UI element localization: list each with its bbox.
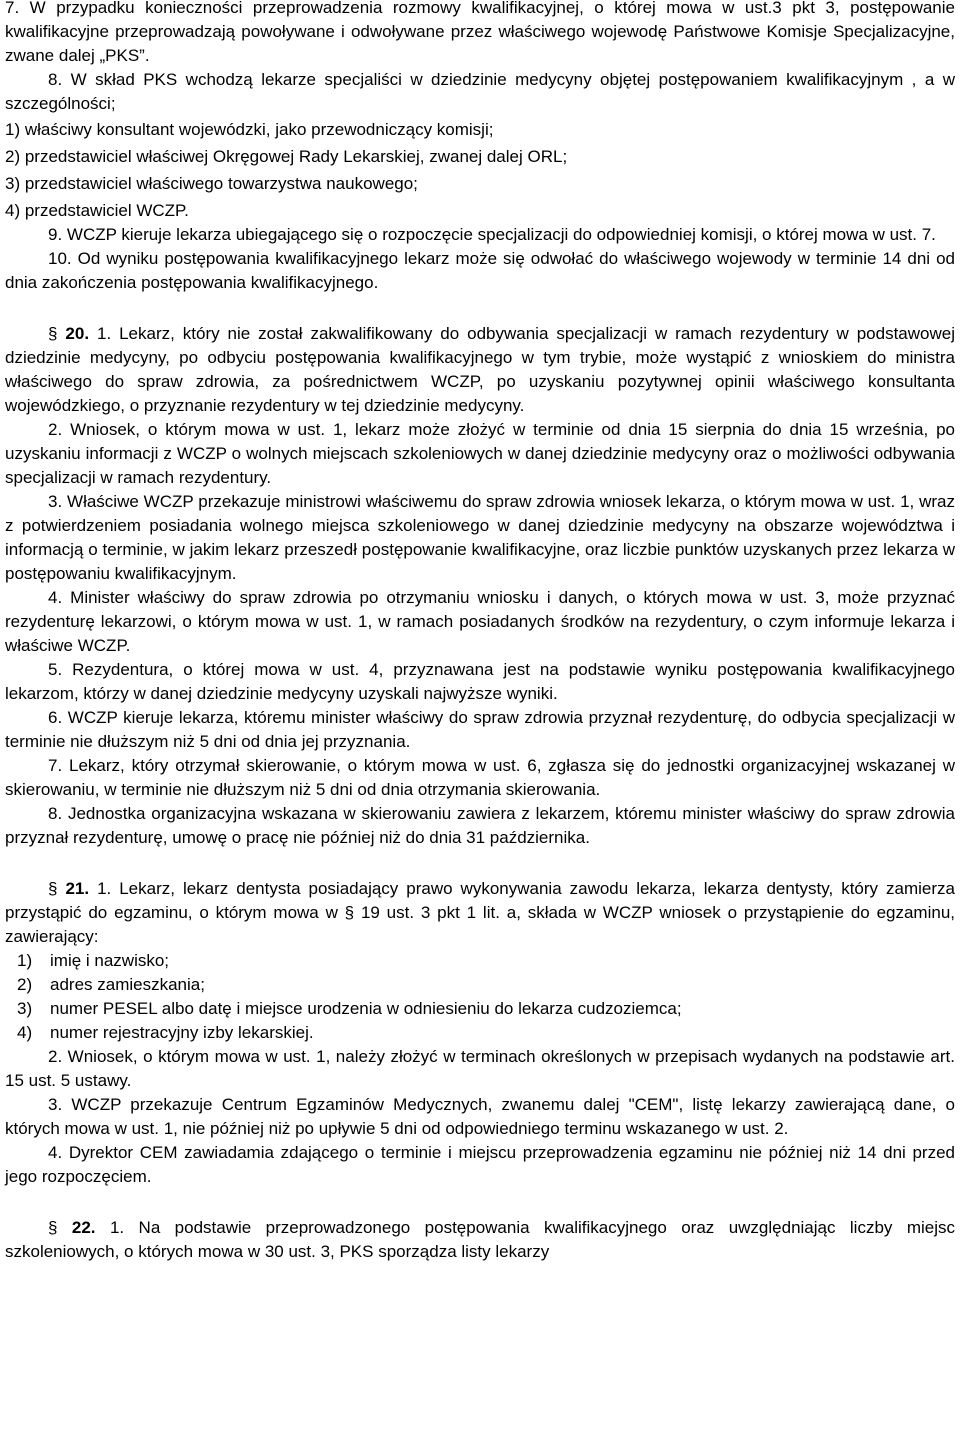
paragraph-10: 10. Od wyniku postępowania kwalifikacyjnego lekarz może się odwołać do właściwego wojewody w terminie 14 dni od dnia zakończenia postępowania kwalifikacyjnego.	[5, 249, 955, 292]
section-21-number: 21.	[65, 879, 90, 898]
section-21-paragraph-3: 3. WCZP przekazuje Centrum Egzaminów Medycznych, zwanemu dalej "CEM", listę lekarzy zawierającą dane, o których mowa w ust. 1, nie później niż po upływie 5 dni od odpowiedniego terminu wskazanego w ust. 2.	[5, 1095, 955, 1138]
list-item: 4) numer rejestracyjny izby lekarskiej.	[17, 1023, 314, 1042]
section-22-paragraph-1	[5, 1216, 955, 1264]
list-item: 1) imię i nazwisko;	[17, 951, 170, 970]
section-sign: §	[48, 879, 58, 898]
section-20-text: 1. Lekarz, który nie został zakwalifikowany do odbywania specjalizacji w ramach rezydentury w podstawowej dziedzinie medycyny, po odbyciu postępowania kwalifikacyjnego w tym trybie, może wystąpić z wnioskiem do ministra właściwego do spraw zdrowia, za pośrednictwem WCZP, po uzyskaniu pozytywnej opinii właściwego konsultanta wojewódzkiego, o przyznanie rezydentury w tej dziedzinie medycyny.	[5, 324, 955, 415]
section-21-paragraph-4: 4. Dyrektor CEM zawiadamia zdającego o terminie i miejscu przeprowadzenia egzaminu nie później niż 14 dni przed jego rozpoczęciem.	[5, 1143, 955, 1186]
section-20-paragraph-7: 7. Lekarz, który otrzymał skierowanie, o którym mowa w ust. 6, zgłasza się do jednostki organizacyjnej wskazanej w skierowaniu, w terminie nie dłuższym niż 5 dni od dnia otrzymania skierowania.	[5, 756, 955, 799]
list-item: 4) przedstawiciel WCZP.	[5, 201, 189, 220]
section-20-number: 20.	[65, 324, 90, 343]
section-20-paragraph-2: 2. Wniosek, o którym mowa w ust. 1, lekarz może złożyć w terminie od dnia 15 sierpnia do dnia 15 września, po uzyskaniu informacji z WCZP o wolnych miejscach szkoleniowych w danej dziedzinie medycyny oraz o możliwości odbywania specjalizacji w ramach rezydentury.	[5, 420, 955, 487]
paragraph-7: 7. W przypadku konieczności przeprowadzenia rozmowy kwalifikacyjnej, o której mowa w ust.3 pkt 3, postępowanie kwalifikacyjne przeprowadzają powoływane i odwoływane przez właściwego wojewodę Państwowe Komisje Specjalizacyjne, zwane dalej „PKS”.	[5, 0, 955, 65]
section-sign: §	[48, 1218, 58, 1237]
paragraph-8-list	[5, 118, 955, 223]
section-20-paragraph-1	[5, 322, 955, 418]
section-21-paragraph-2: 2. Wniosek, o którym mowa w ust. 1, należy złożyć w terminach określonych w przepisach wydanych na podstawie art. 15 ust. 5 ustawy.	[5, 1047, 955, 1090]
section-21-list	[5, 949, 955, 1045]
list-item: 1) właściwy konsultant wojewódzki, jako przewodniczący komisji;	[5, 120, 494, 139]
list-item: 2) adres zamieszkania;	[17, 975, 205, 994]
section-20-paragraph-8: 8. Jednostka organizacyjna wskazana w skierowaniu zawiera z lekarzem, któremu minister właściwy do spraw zdrowia przyznał rezydenturę, umowę o pracę nie później niż do dnia 31 października.	[5, 804, 955, 847]
paragraph-8: 8. W skład PKS wchodzą lekarze specjaliści w dziedzinie medycyny objętej postępowaniem kwalifikacyjnym , a w szczególności;	[5, 70, 955, 113]
list-item: 3) numer PESEL albo datę i miejsce urodzenia w odniesieniu do lekarza cudzoziemca;	[17, 999, 682, 1018]
section-20-paragraph-5: 5. Rezydentura, o której mowa w ust. 4, przyznawana jest na podstawie wyniku postępowania kwalifikacyjnego lekarzom, którzy w danej dziedzinie medycyny uzyskali najwyższe wyniki.	[5, 660, 955, 703]
section-21-text: 1. Lekarz, lekarz dentysta posiadający prawo wykonywania zawodu lekarza, lekarza dentysty, który zamierza przystąpić do egzaminu, o którym mowa w § 19 ust. 3 pkt 1 lit. a, składa w WCZP wniosek o przystąpienie do egzaminu, zawierający:	[5, 879, 955, 946]
paragraph-9: 9. WCZP kieruje lekarza ubiegającego się o rozpoczęcie specjalizacji do odpowiedniej komisji, o której mowa w ust. 7.	[48, 225, 936, 244]
section-21-paragraph-1	[5, 877, 955, 949]
section-20-paragraph-3: 3. Właściwe WCZP przekazuje ministrowi właściwemu do spraw zdrowia wniosek lekarza, o którym mowa w ust. 1, wraz z potwierdzeniem posiadania wolnego miejsca szkoleniowego w danej dziedzinie medycyny na obszarze województwa i informacją o terminie, w jakim lekarz przeszedł postępowanie kwalifikacyjne, oraz liczbie punktów uzyskanych przez lekarza w postępowaniu kwalifikacyjnym.	[5, 492, 955, 583]
section-22-text: 1. Na podstawie przeprowadzonego postępowania kwalifikacyjnego oraz uwzględniając liczby miejsc szkoleniowych, o których mowa w 30 ust. 3, PKS sporządza listy lekarzy	[5, 1218, 955, 1261]
section-sign: §	[48, 324, 58, 343]
list-item: 2) przedstawiciel właściwej Okręgowej Rady Lekarskiej, zwanej dalej ORL;	[5, 147, 568, 166]
section-22-number: 22.	[71, 1218, 96, 1237]
section-20-paragraph-6: 6. WCZP kieruje lekarza, któremu minister właściwy do spraw zdrowia przyznał rezydenturę, do odbycia specjalizacji w terminie nie dłuższym niż 5 dni od dnia jej przyznania.	[5, 708, 955, 751]
list-item: 3) przedstawiciel właściwego towarzystwa naukowego;	[5, 174, 418, 193]
section-20-paragraph-4: 4. Minister właściwy do spraw zdrowia po otrzymaniu wniosku i danych, o których mowa w ust. 3, może przyznać rezydenturę lekarzowi, o którym mowa w ust. 1, w ramach posiadanych środków na rezydentury, o czym informuje lekarza i właściwe WCZP.	[5, 588, 955, 655]
